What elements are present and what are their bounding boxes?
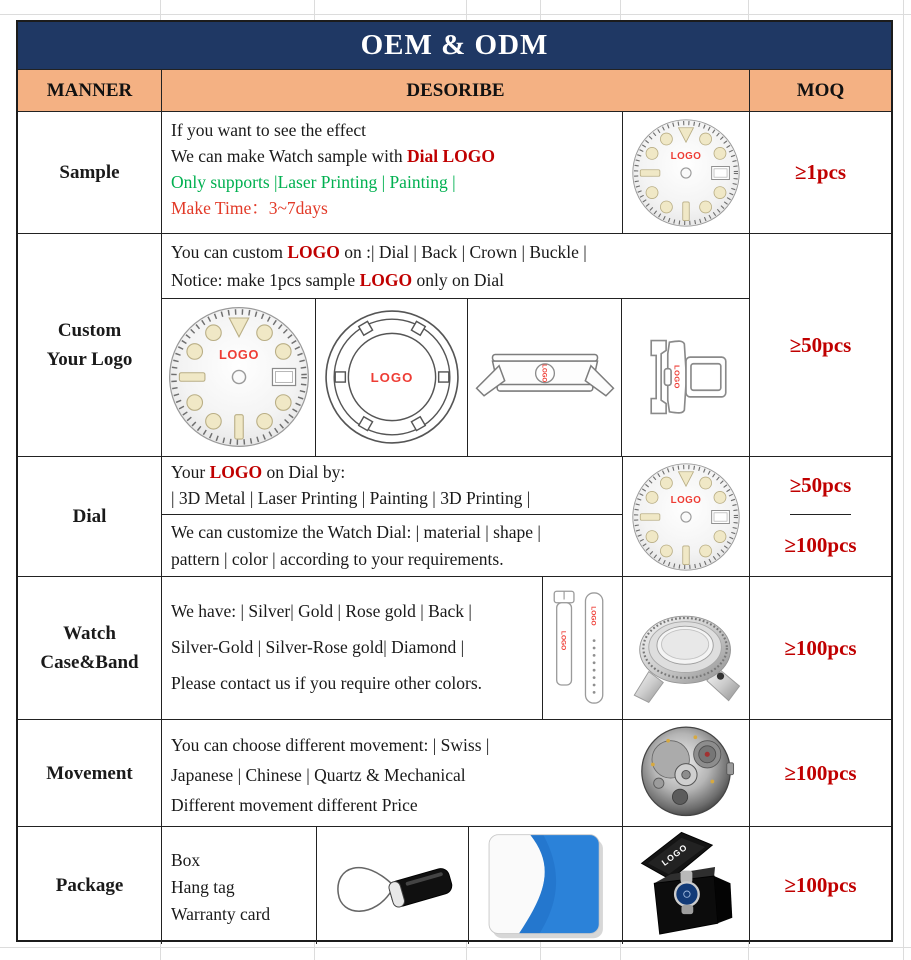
dial-line-3: We can customize the Watch Dial: | material | shape |: [171, 521, 541, 542]
package-line-1: Box: [171, 849, 201, 870]
dial-subrow-2: [162, 515, 622, 576]
case-band-line-2: Silver-Gold | Silver-Rose gold| Diamond |: [171, 637, 465, 657]
manner-package: Package: [18, 827, 162, 944]
custom-logo-text: [162, 234, 749, 299]
moq-sample: ≥1pcs: [794, 160, 847, 184]
watch-dial-image: [622, 457, 749, 576]
describe-package: [162, 827, 750, 944]
watch-side-image: [468, 299, 622, 456]
row-package: [18, 827, 891, 944]
package-line-3: Warranty card: [171, 903, 271, 924]
moq-movement: ≥100pcs: [784, 760, 857, 785]
dial-subrow-1: [162, 457, 622, 515]
describe-custom-logo: [162, 234, 750, 456]
watch-straps-image: [542, 577, 622, 719]
case-band-line-1: We have: | Silver| Gold | Rose gold | Back |: [171, 601, 472, 621]
header-manner: MANNER: [18, 70, 162, 111]
row-sample: [18, 112, 891, 234]
case-band-line-3: Please contact us if you require other colors.: [171, 673, 483, 693]
moq-case-band: ≥100pcs: [784, 635, 857, 660]
hang-tag-image: [316, 827, 468, 944]
moq-dial-sub1: ≥50pcs: [790, 457, 852, 515]
watch-dial-image: [622, 112, 749, 233]
buckle-image: [622, 299, 749, 456]
oem-odm-table: [16, 20, 893, 942]
movement-line-3: Different movement different Price: [171, 794, 418, 815]
gridline: [0, 947, 911, 948]
movement-line-1: You can choose different movement: | Swiss |: [171, 734, 490, 755]
describe-case-band: [162, 577, 750, 719]
describe-dial: [162, 457, 750, 576]
dial-line-4: pattern | color | according to your requirements.: [171, 548, 504, 569]
movement-text: [162, 720, 622, 826]
manner-case-band: Watch Case&Band: [18, 577, 162, 719]
package-line-2: Hang tag: [171, 876, 235, 897]
moq-dial-sub2: ≥100pcs: [784, 532, 857, 557]
header-moq: MOQ: [796, 79, 845, 101]
sample-text: [162, 112, 622, 233]
row-custom-logo: [18, 234, 891, 457]
manner-movement: Movement: [18, 720, 162, 826]
sample-line-4: Make Time：3~7days: [171, 198, 328, 218]
package-text: [162, 827, 316, 944]
movement-line-2: Japanese | Chinese | Quartz & Mechanical: [171, 764, 466, 785]
custom-line-1: You can custom LOGO on :| Dial | Back | Crown | Buckle |: [171, 242, 587, 262]
manner-custom-logo: Custom Your Logo: [18, 234, 162, 456]
sample-line-2: We can make Watch sample with Dial LOGO: [171, 146, 495, 166]
moq-dial: [750, 457, 891, 576]
gridline: [0, 14, 911, 15]
warranty-card-image: [468, 827, 622, 944]
row-movement: [18, 720, 891, 827]
custom-line-2: Notice: make 1pcs sample LOGO only on Dial: [171, 270, 504, 290]
movement-image: [622, 720, 749, 826]
dial-line-2: | 3D Metal | Laser Printing | Painting | 3D Printing |: [171, 488, 531, 508]
row-case-band: [18, 577, 891, 720]
case-back-image: [316, 299, 468, 456]
manner-dial: Dial: [18, 457, 162, 576]
dial-text-area: [162, 457, 622, 576]
case-band-text: [162, 577, 542, 719]
gridline: [903, 0, 904, 960]
row-dial: [18, 457, 891, 577]
header-describe: DESORIBE: [162, 70, 750, 111]
manner-sample: Sample: [18, 112, 162, 233]
sample-line-1: If you want to see the effect: [171, 120, 367, 140]
table-title: OEM & ODM: [18, 22, 891, 70]
watch-case-image: [622, 577, 749, 719]
custom-logo-images: [162, 299, 749, 456]
moq-package: ≥100pcs: [784, 873, 857, 897]
describe-sample: [162, 112, 750, 233]
describe-movement: [162, 720, 750, 826]
watch-dial-image: [162, 299, 316, 456]
sample-line-3: Only supports |Laser Printing | Painting |: [171, 172, 456, 192]
header-row: [18, 70, 891, 112]
moq-custom-logo: ≥50pcs: [789, 332, 852, 357]
dial-line-1: Your LOGO on Dial by:: [171, 462, 346, 482]
watch-box-image: [622, 827, 749, 944]
